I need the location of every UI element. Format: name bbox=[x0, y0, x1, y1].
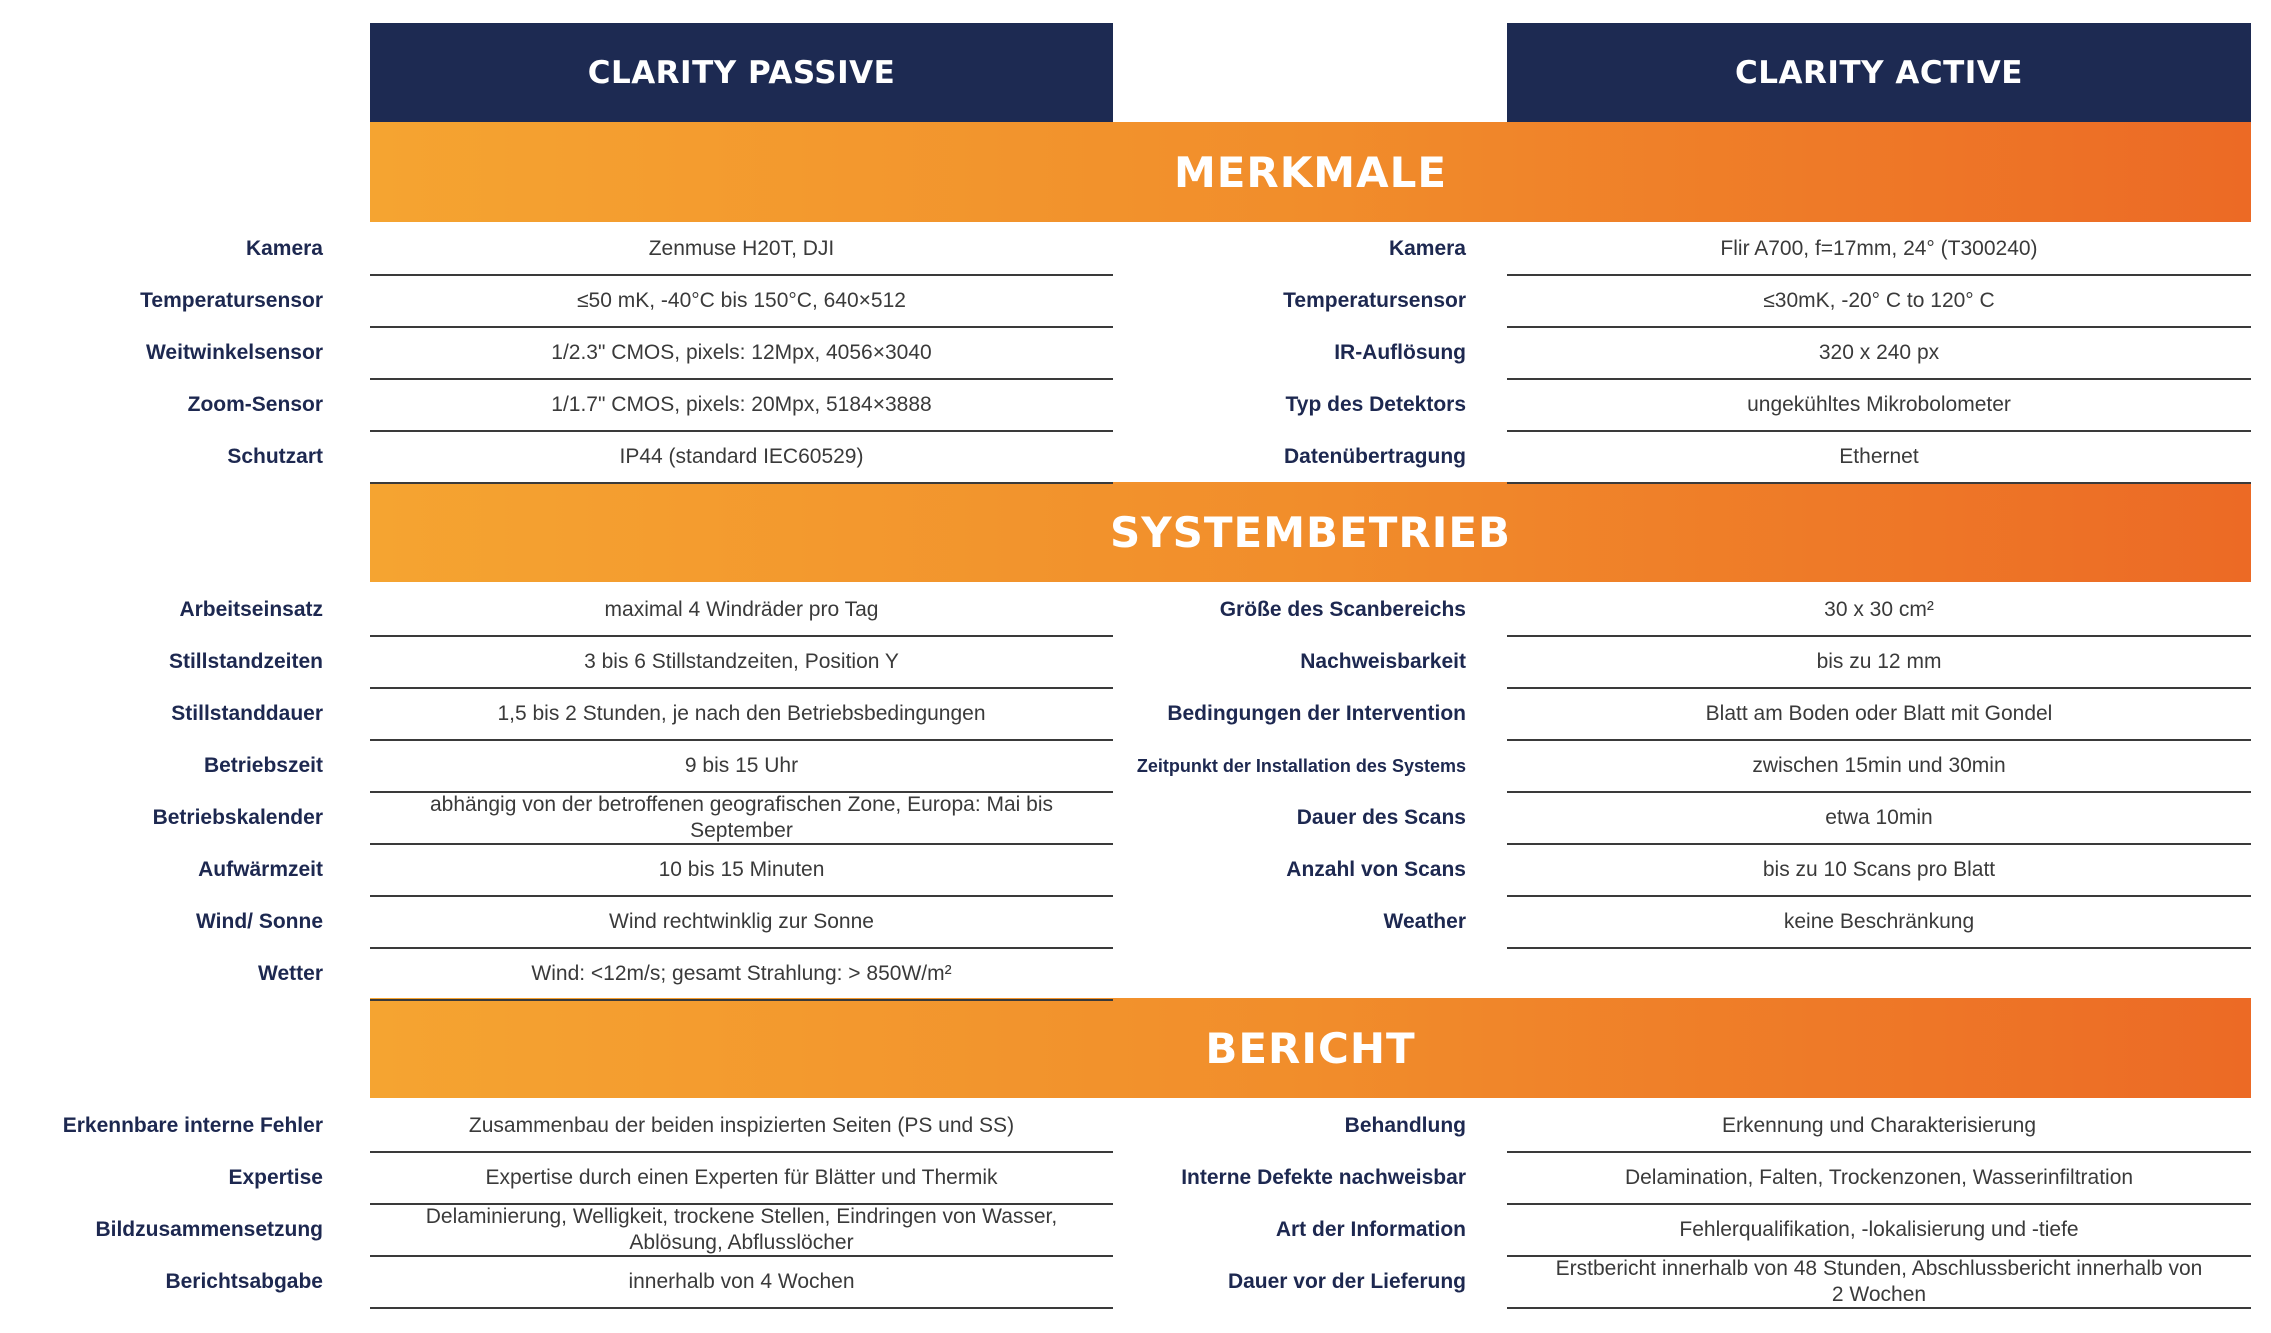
passive-row-value: Wind: <12m/s; gesamt Strahlung: > 850W/m² bbox=[531, 962, 952, 985]
active-row-value: Flir A700, f=17mm, 24° (T300240) bbox=[1720, 237, 2038, 260]
passive-row-value: innerhalb von 4 Wochen bbox=[628, 1270, 855, 1293]
active-row-label: Dauer vor der Lieferung bbox=[1227, 1270, 1466, 1293]
passive-row-value: 1,5 bis 2 Stunden, je nach den Betriebsbedingungen bbox=[497, 702, 986, 725]
passive-row-value: 10 bis 15 Minuten bbox=[658, 858, 825, 881]
active-row-label: Nachweisbarkeit bbox=[1300, 650, 1466, 673]
active-row-label: Interne Defekte nachweisbar bbox=[1181, 1166, 1466, 1189]
active-row-value: etwa 10min bbox=[1825, 806, 1933, 829]
passive-row-value: 3 bis 6 Stillstandzeiten, Position Y bbox=[584, 650, 899, 673]
passive-row-value: ≤50 mK, -40°C bis 150°C, 640×512 bbox=[577, 289, 906, 312]
active-row-value: ungekühltes Mikrobolometer bbox=[1747, 393, 2011, 416]
clarity-passive-header: CLARITY PASSIVE bbox=[370, 23, 1113, 122]
active-row-value: Erkennung und Charakterisierung bbox=[1721, 1114, 2037, 1137]
active-row-divider bbox=[1507, 947, 2251, 949]
passive-row-divider bbox=[370, 482, 1113, 484]
passive-row-label: Weitwinkelsensor bbox=[145, 341, 323, 364]
active-row-label: Größe des Scanbereichs bbox=[1219, 598, 1466, 621]
passive-row-label: Aufwärmzeit bbox=[198, 858, 323, 881]
section-systembetrieb-banner: SYSTEMBETRIEB bbox=[370, 482, 2251, 582]
active-row-label: Bedingungen der Intervention bbox=[1167, 702, 1466, 725]
passive-row-label: Temperatursensor bbox=[140, 289, 323, 312]
passive-row-value: Zenmuse H20T, DJI bbox=[648, 237, 835, 260]
active-row-label: Anzahl von Scans bbox=[1286, 858, 1466, 881]
passive-row-label: Zoom-Sensor bbox=[187, 393, 323, 416]
passive-row-divider bbox=[370, 1307, 1113, 1309]
passive-row-label: Bildzusammensetzung bbox=[95, 1218, 323, 1241]
active-row-value: bis zu 10 Scans pro Blatt bbox=[1762, 858, 1996, 881]
active-row-label: Typ des Detektors bbox=[1285, 393, 1466, 416]
active-row-label: Temperatursensor bbox=[1283, 289, 1466, 312]
active-row-label: Art der Information bbox=[1275, 1218, 1466, 1241]
passive-row-label: Berichtsabgabe bbox=[165, 1270, 323, 1293]
active-row-value: ≤30mK, -20° C to 120° C bbox=[1763, 289, 1995, 312]
passive-row-label: Kamera bbox=[245, 237, 323, 260]
passive-row-value: IP44 (standard IEC60529) bbox=[619, 445, 864, 468]
clarity-active-header: CLARITY ACTIVE bbox=[1507, 23, 2251, 122]
active-row-label: Zeitpunkt der Installation des Systems bbox=[1136, 755, 1466, 776]
active-row-value: 30 x 30 cm² bbox=[1824, 598, 1934, 621]
active-row-value: Blatt am Boden oder Blatt mit Gondel bbox=[1705, 702, 2053, 725]
active-row-value: bis zu 12 mm bbox=[1816, 650, 1942, 673]
passive-row-label: Stillstandzeiten bbox=[168, 650, 323, 673]
passive-row-value: Wind rechtwinklig zur Sonne bbox=[609, 910, 874, 933]
active-row-label: Datenübertragung bbox=[1283, 445, 1466, 468]
active-row-label: IR-Auflösung bbox=[1334, 341, 1466, 364]
passive-row-label: Stillstanddauer bbox=[171, 702, 323, 725]
passive-row-value: 1/2.3" CMOS, pixels: 12Mpx, 4056×3040 bbox=[551, 341, 932, 364]
active-row-label: Weather bbox=[1383, 910, 1466, 933]
active-row-divider bbox=[1507, 482, 2251, 484]
active-row-value: Ethernet bbox=[1839, 445, 1919, 468]
passive-row-label: Expertise bbox=[228, 1166, 323, 1189]
passive-row-label: Wind/ Sonne bbox=[196, 910, 323, 933]
passive-row-label: Erkennbare interne Fehler bbox=[62, 1114, 323, 1137]
passive-row-label: Arbeitseinsatz bbox=[179, 598, 323, 621]
passive-row-value: Zusammenbau der beiden inspizierten Seiten (PS und SS) bbox=[468, 1114, 1015, 1137]
active-row-value: zwischen 15min und 30min bbox=[1752, 754, 2006, 777]
active-row-label: Behandlung bbox=[1344, 1114, 1466, 1137]
active-row-divider bbox=[1507, 1307, 2251, 1309]
active-row-value: Erstbericht innerhalb von 48 Stunden, Abschlussbericht innerhalb von 2 Wochen bbox=[1555, 1257, 2203, 1306]
passive-row-label: Betriebszeit bbox=[203, 754, 323, 777]
section-merkmale-banner: MERKMALE bbox=[370, 122, 2251, 222]
passive-row-label: Schutzart bbox=[227, 445, 323, 468]
section-bericht-banner: BERICHT bbox=[370, 998, 2251, 1098]
passive-row-value: maximal 4 Windräder pro Tag bbox=[604, 598, 879, 621]
passive-row-divider bbox=[370, 999, 1113, 1001]
passive-row-value: 1/1.7" CMOS, pixels: 20Mpx, 5184×3888 bbox=[551, 393, 932, 416]
passive-row-value: Delaminierung, Welligkeit, trockene Stellen, Eindringen von Wasser, Ablösung, Abflusslöcher bbox=[425, 1205, 1058, 1254]
active-row-label: Dauer des Scans bbox=[1296, 806, 1466, 829]
active-row-label: Kamera bbox=[1388, 237, 1466, 260]
active-row-value: Delamination, Falten, Trockenzonen, Wasserinfiltration bbox=[1624, 1166, 2134, 1189]
passive-row-label: Betriebskalender bbox=[152, 806, 323, 829]
active-row-value: 320 x 240 px bbox=[1818, 341, 1940, 364]
passive-row-value: 9 bis 15 Uhr bbox=[684, 754, 799, 777]
passive-row-value: abhängig von der betroffenen geografischen Zone, Europa: Mai bis September bbox=[429, 793, 1054, 842]
passive-row-label: Wetter bbox=[258, 962, 323, 985]
active-row-value: keine Beschränkung bbox=[1783, 910, 1975, 933]
active-row-value: Fehlerqualifikation, -lokalisierung und -tiefe bbox=[1679, 1218, 2079, 1241]
passive-row-value: Expertise durch einen Experten für Blätter und Thermik bbox=[485, 1166, 998, 1189]
